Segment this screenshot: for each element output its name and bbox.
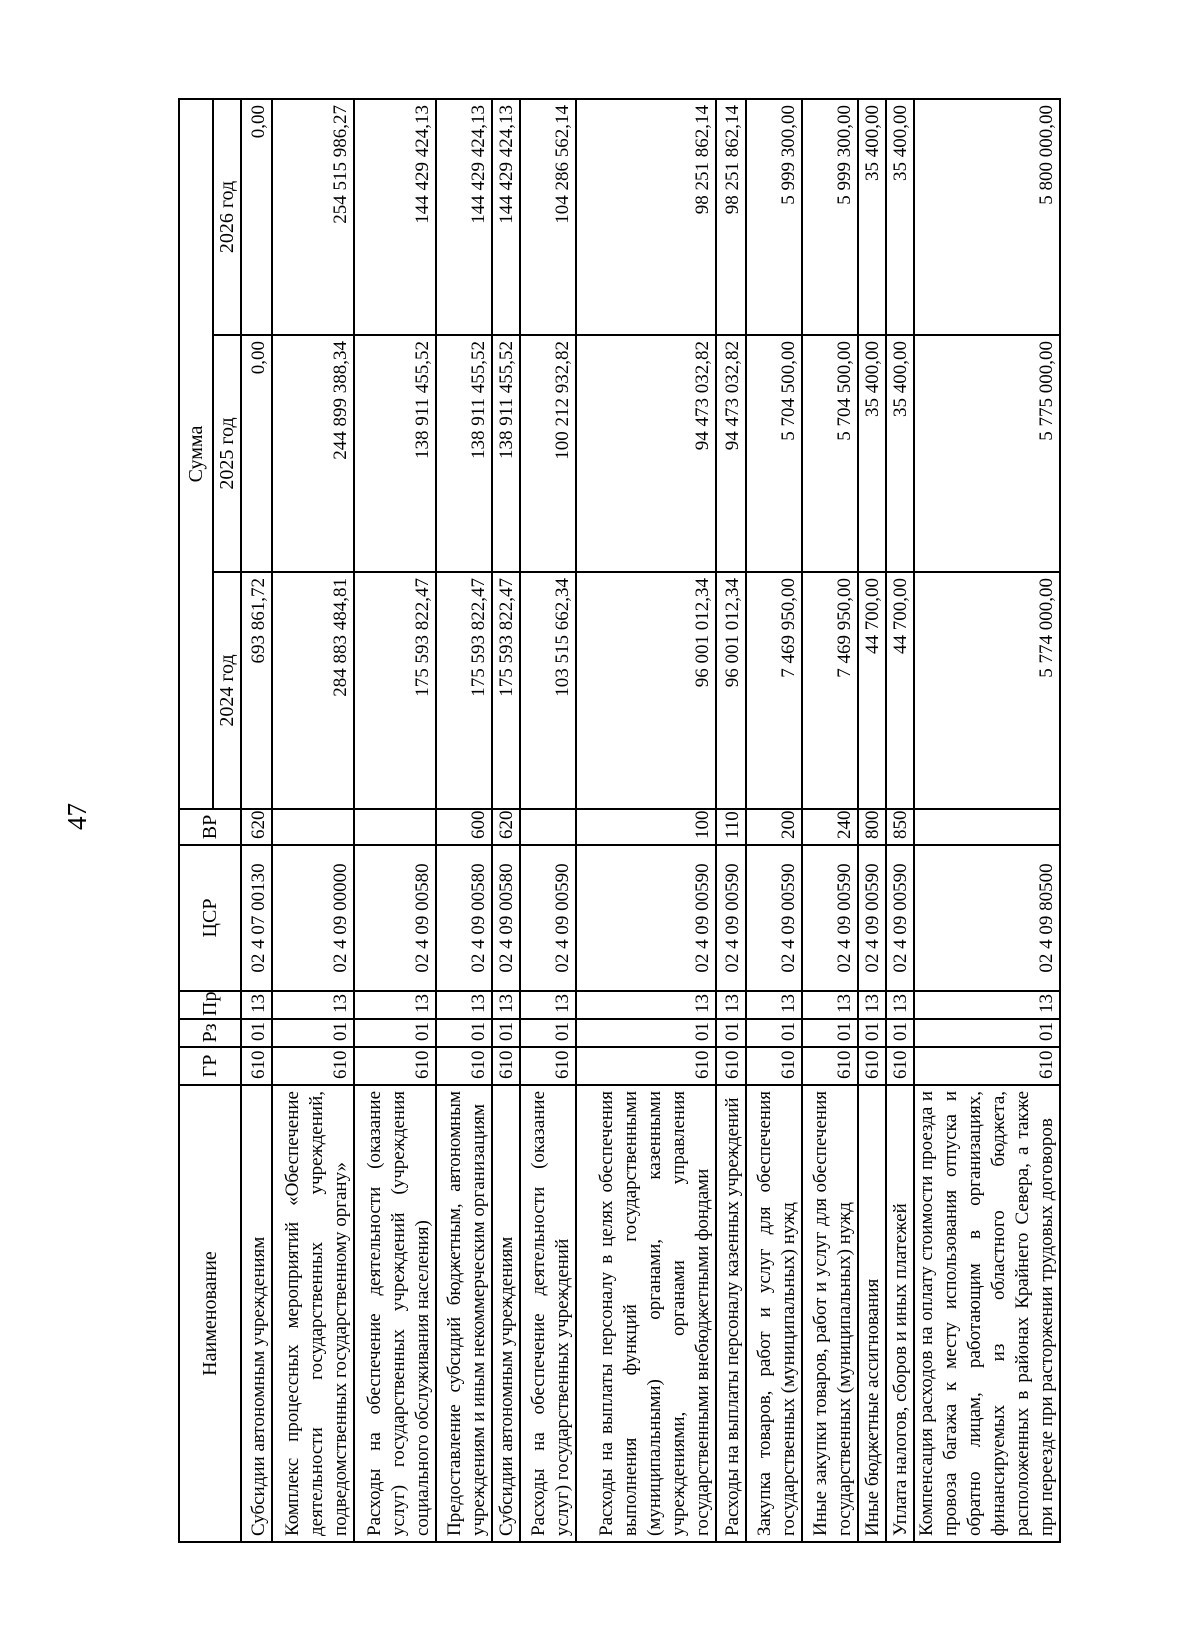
row-gr: 610	[241, 1047, 272, 1085]
row-sum-2026: 5 999 300,00	[746, 99, 802, 335]
row-csr: 02 4 09 00590	[576, 845, 716, 991]
row-rz: 01	[576, 1019, 716, 1047]
row-sum-2025: 0,00	[241, 335, 272, 572]
table-row	[746, 99, 802, 1542]
row-pr: 13	[858, 991, 886, 1019]
row-vr: 200	[746, 809, 802, 845]
row-gr: 610	[354, 1047, 436, 1085]
row-sum-2024: 284 883 484,81	[272, 572, 354, 809]
row-csr: 02 4 09 00590	[746, 845, 802, 991]
row-sum-2026: 5 999 300,00	[802, 99, 858, 335]
table-row	[241, 99, 272, 1542]
row-gr: 610	[914, 1047, 1060, 1085]
row-pr: 13	[716, 991, 746, 1019]
row-name: Расходы на обеспечение деятельности (оказание услуг) государственных учреждений	[520, 1085, 576, 1542]
table-row	[914, 99, 1060, 1542]
row-sum-2024: 96 001 012,34	[576, 572, 716, 809]
row-sum-2026: 35 400,00	[858, 99, 886, 335]
row-sum-2024: 44 700,00	[858, 572, 886, 809]
row-gr: 610	[492, 1047, 520, 1085]
row-sum-2025: 5 704 500,00	[746, 335, 802, 572]
header-row-top	[179, 99, 213, 1542]
row-sum-2025: 138 911 455,52	[492, 335, 520, 572]
row-name: Расходы на выплаты персоналу в целях обеспечения выполнения функций государственными (муниципальными) органами, казенными учреждениями, органами управления государственными внебюджетными фондами	[576, 1085, 716, 1542]
header-rz: Рз	[179, 1019, 241, 1047]
header-sum: Сумма	[179, 99, 213, 809]
row-rz: 01	[886, 1019, 914, 1047]
row-sum-2025: 5 775 000,00	[914, 335, 1060, 572]
table-row	[858, 99, 886, 1542]
row-rz: 01	[802, 1019, 858, 1047]
row-rz: 01	[716, 1019, 746, 1047]
table-row	[436, 99, 492, 1542]
row-name: Предоставление субсидий бюджетным, автономным учреждениям и иным некоммерческим организациям	[436, 1085, 492, 1542]
row-sum-2025: 94 473 032,82	[716, 335, 746, 572]
row-vr: 100	[576, 809, 716, 845]
row-sum-2026: 98 251 862,14	[716, 99, 746, 335]
row-sum-2024: 175 593 822,47	[436, 572, 492, 809]
row-sum-2024: 44 700,00	[886, 572, 914, 809]
row-sum-2026: 254 515 986,27	[272, 99, 354, 335]
row-gr: 610	[576, 1047, 716, 1085]
row-sum-2025: 244 899 388,34	[272, 335, 354, 572]
row-rz: 01	[241, 1019, 272, 1047]
table-body	[241, 99, 1060, 1542]
row-pr: 13	[576, 991, 716, 1019]
row-gr: 610	[802, 1047, 858, 1085]
row-gr: 610	[858, 1047, 886, 1085]
row-rz: 01	[272, 1019, 354, 1047]
table-row	[886, 99, 914, 1542]
row-sum-2026: 0,00	[241, 99, 272, 335]
header-year-2025: 2025 год	[213, 335, 241, 572]
row-rz: 01	[354, 1019, 436, 1047]
row-sum-2024: 175 593 822,47	[354, 572, 436, 809]
header-pr: Пр	[179, 991, 241, 1019]
row-name: Комплекс процессных мероприятий «Обеспечение деятельности государственных учреждений, подведомственных государственному органу»	[272, 1085, 354, 1542]
row-name: Уплата налогов, сборов и иных платежей	[886, 1085, 914, 1542]
table-row	[576, 99, 716, 1542]
row-sum-2025: 138 911 455,52	[436, 335, 492, 572]
header-year-2024: 2024 год	[213, 572, 241, 809]
row-rz: 01	[436, 1019, 492, 1047]
row-sum-2025: 35 400,00	[886, 335, 914, 572]
row-gr: 610	[886, 1047, 914, 1085]
row-sum-2025: 100 212 932,82	[520, 335, 576, 572]
row-gr: 610	[272, 1047, 354, 1085]
row-rz: 01	[914, 1019, 1060, 1047]
row-vr: 620	[492, 809, 520, 845]
row-sum-2024: 693 861,72	[241, 572, 272, 809]
row-rz: 01	[858, 1019, 886, 1047]
header-name: Наименование	[179, 1085, 241, 1542]
row-sum-2026: 144 429 424,13	[492, 99, 520, 335]
row-pr: 13	[520, 991, 576, 1019]
row-sum-2026: 5 800 000,00	[914, 99, 1060, 335]
row-sum-2026: 104 286 562,14	[520, 99, 576, 335]
table-row	[716, 99, 746, 1542]
row-vr: 620	[241, 809, 272, 845]
row-pr: 13	[914, 991, 1060, 1019]
row-sum-2026: 35 400,00	[886, 99, 914, 335]
table-row	[354, 99, 436, 1542]
row-pr: 13	[886, 991, 914, 1019]
row-name: Расходы на обеспечение деятельности (оказание услуг) государственных учреждений (учреждения социального обслуживания населения)	[354, 1085, 436, 1542]
row-name: Компенсация расходов на оплату стоимости проезда и провоза багажа к месту использования отпуска и обратно лицам, работающим в организациях, финансируемых из областного бюджета, расположенных в районах Крайнего Севера, а также при переезде при расторжении трудовых договоров	[914, 1085, 1060, 1542]
row-sum-2025: 94 473 032,82	[576, 335, 716, 572]
row-csr: 02 4 09 00590	[858, 845, 886, 991]
row-sum-2024: 175 593 822,47	[492, 572, 520, 809]
row-sum-2024: 96 001 012,34	[716, 572, 746, 809]
row-csr: 02 4 09 00580	[492, 845, 520, 991]
row-vr: 850	[886, 809, 914, 845]
row-vr: 240	[802, 809, 858, 845]
row-name: Субсидии автономным учреждениям	[492, 1085, 520, 1542]
row-sum-2026: 98 251 862,14	[576, 99, 716, 335]
row-sum-2025: 35 400,00	[858, 335, 886, 572]
row-pr: 13	[746, 991, 802, 1019]
row-sum-2026: 144 429 424,13	[354, 99, 436, 335]
row-rz: 01	[746, 1019, 802, 1047]
row-gr: 610	[716, 1047, 746, 1085]
row-csr: 02 4 09 00590	[716, 845, 746, 991]
row-csr: 02 4 09 80500	[914, 845, 1060, 991]
row-sum-2024: 7 469 950,00	[746, 572, 802, 809]
row-pr: 13	[436, 991, 492, 1019]
row-sum-2025: 5 704 500,00	[802, 335, 858, 572]
row-sum-2026: 144 429 424,13	[436, 99, 492, 335]
header-csr: ЦСР	[179, 845, 241, 991]
row-pr: 13	[354, 991, 436, 1019]
row-csr: 02 4 09 00590	[520, 845, 576, 991]
row-csr: 02 4 07 00130	[241, 845, 272, 991]
row-name: Иные бюджетные ассигнования	[858, 1085, 886, 1542]
row-sum-2025: 138 911 455,52	[354, 335, 436, 572]
row-pr: 13	[802, 991, 858, 1019]
row-vr	[914, 809, 1060, 845]
row-rz: 01	[492, 1019, 520, 1047]
row-sum-2024: 103 515 662,34	[520, 572, 576, 809]
row-vr	[272, 809, 354, 845]
header-year-2026: 2026 год	[213, 99, 241, 335]
row-pr: 13	[492, 991, 520, 1019]
row-name: Иные закупки товаров, работ и услуг для обеспечения государственных (муниципальных) нужд	[802, 1085, 858, 1542]
header-gr: ГР	[179, 1047, 241, 1085]
row-gr: 610	[746, 1047, 802, 1085]
row-csr: 02 4 09 00590	[802, 845, 858, 991]
table-row	[492, 99, 520, 1542]
row-gr: 610	[436, 1047, 492, 1085]
row-vr	[354, 809, 436, 845]
rotated-table-wrapper	[178, 100, 1057, 1543]
row-gr: 610	[520, 1047, 576, 1085]
row-name: Расходы на выплаты персоналу казенных учреждений	[716, 1085, 746, 1542]
table-row	[802, 99, 858, 1542]
row-vr: 110	[716, 809, 746, 845]
page-number: 47	[62, 803, 92, 830]
budget-table	[178, 98, 1061, 1543]
row-name: Закупка товаров, работ и услуг для обеспечения государственных (муниципальных) нужд	[746, 1085, 802, 1542]
row-pr: 13	[241, 991, 272, 1019]
row-rz: 01	[520, 1019, 576, 1047]
header-vr: ВР	[179, 809, 241, 845]
row-sum-2024: 5 774 000,00	[914, 572, 1060, 809]
row-pr: 13	[272, 991, 354, 1019]
row-vr: 600	[436, 809, 492, 845]
row-csr: 02 4 09 00590	[886, 845, 914, 991]
row-csr: 02 4 09 00580	[436, 845, 492, 991]
row-sum-2024: 7 469 950,00	[802, 572, 858, 809]
table-row	[272, 99, 354, 1542]
row-vr	[520, 809, 576, 845]
table-row	[520, 99, 576, 1542]
row-name: Субсидии автономным учреждениям	[241, 1085, 272, 1542]
row-vr: 800	[858, 809, 886, 845]
row-csr: 02 4 09 00000	[272, 845, 354, 991]
row-csr: 02 4 09 00580	[354, 845, 436, 991]
